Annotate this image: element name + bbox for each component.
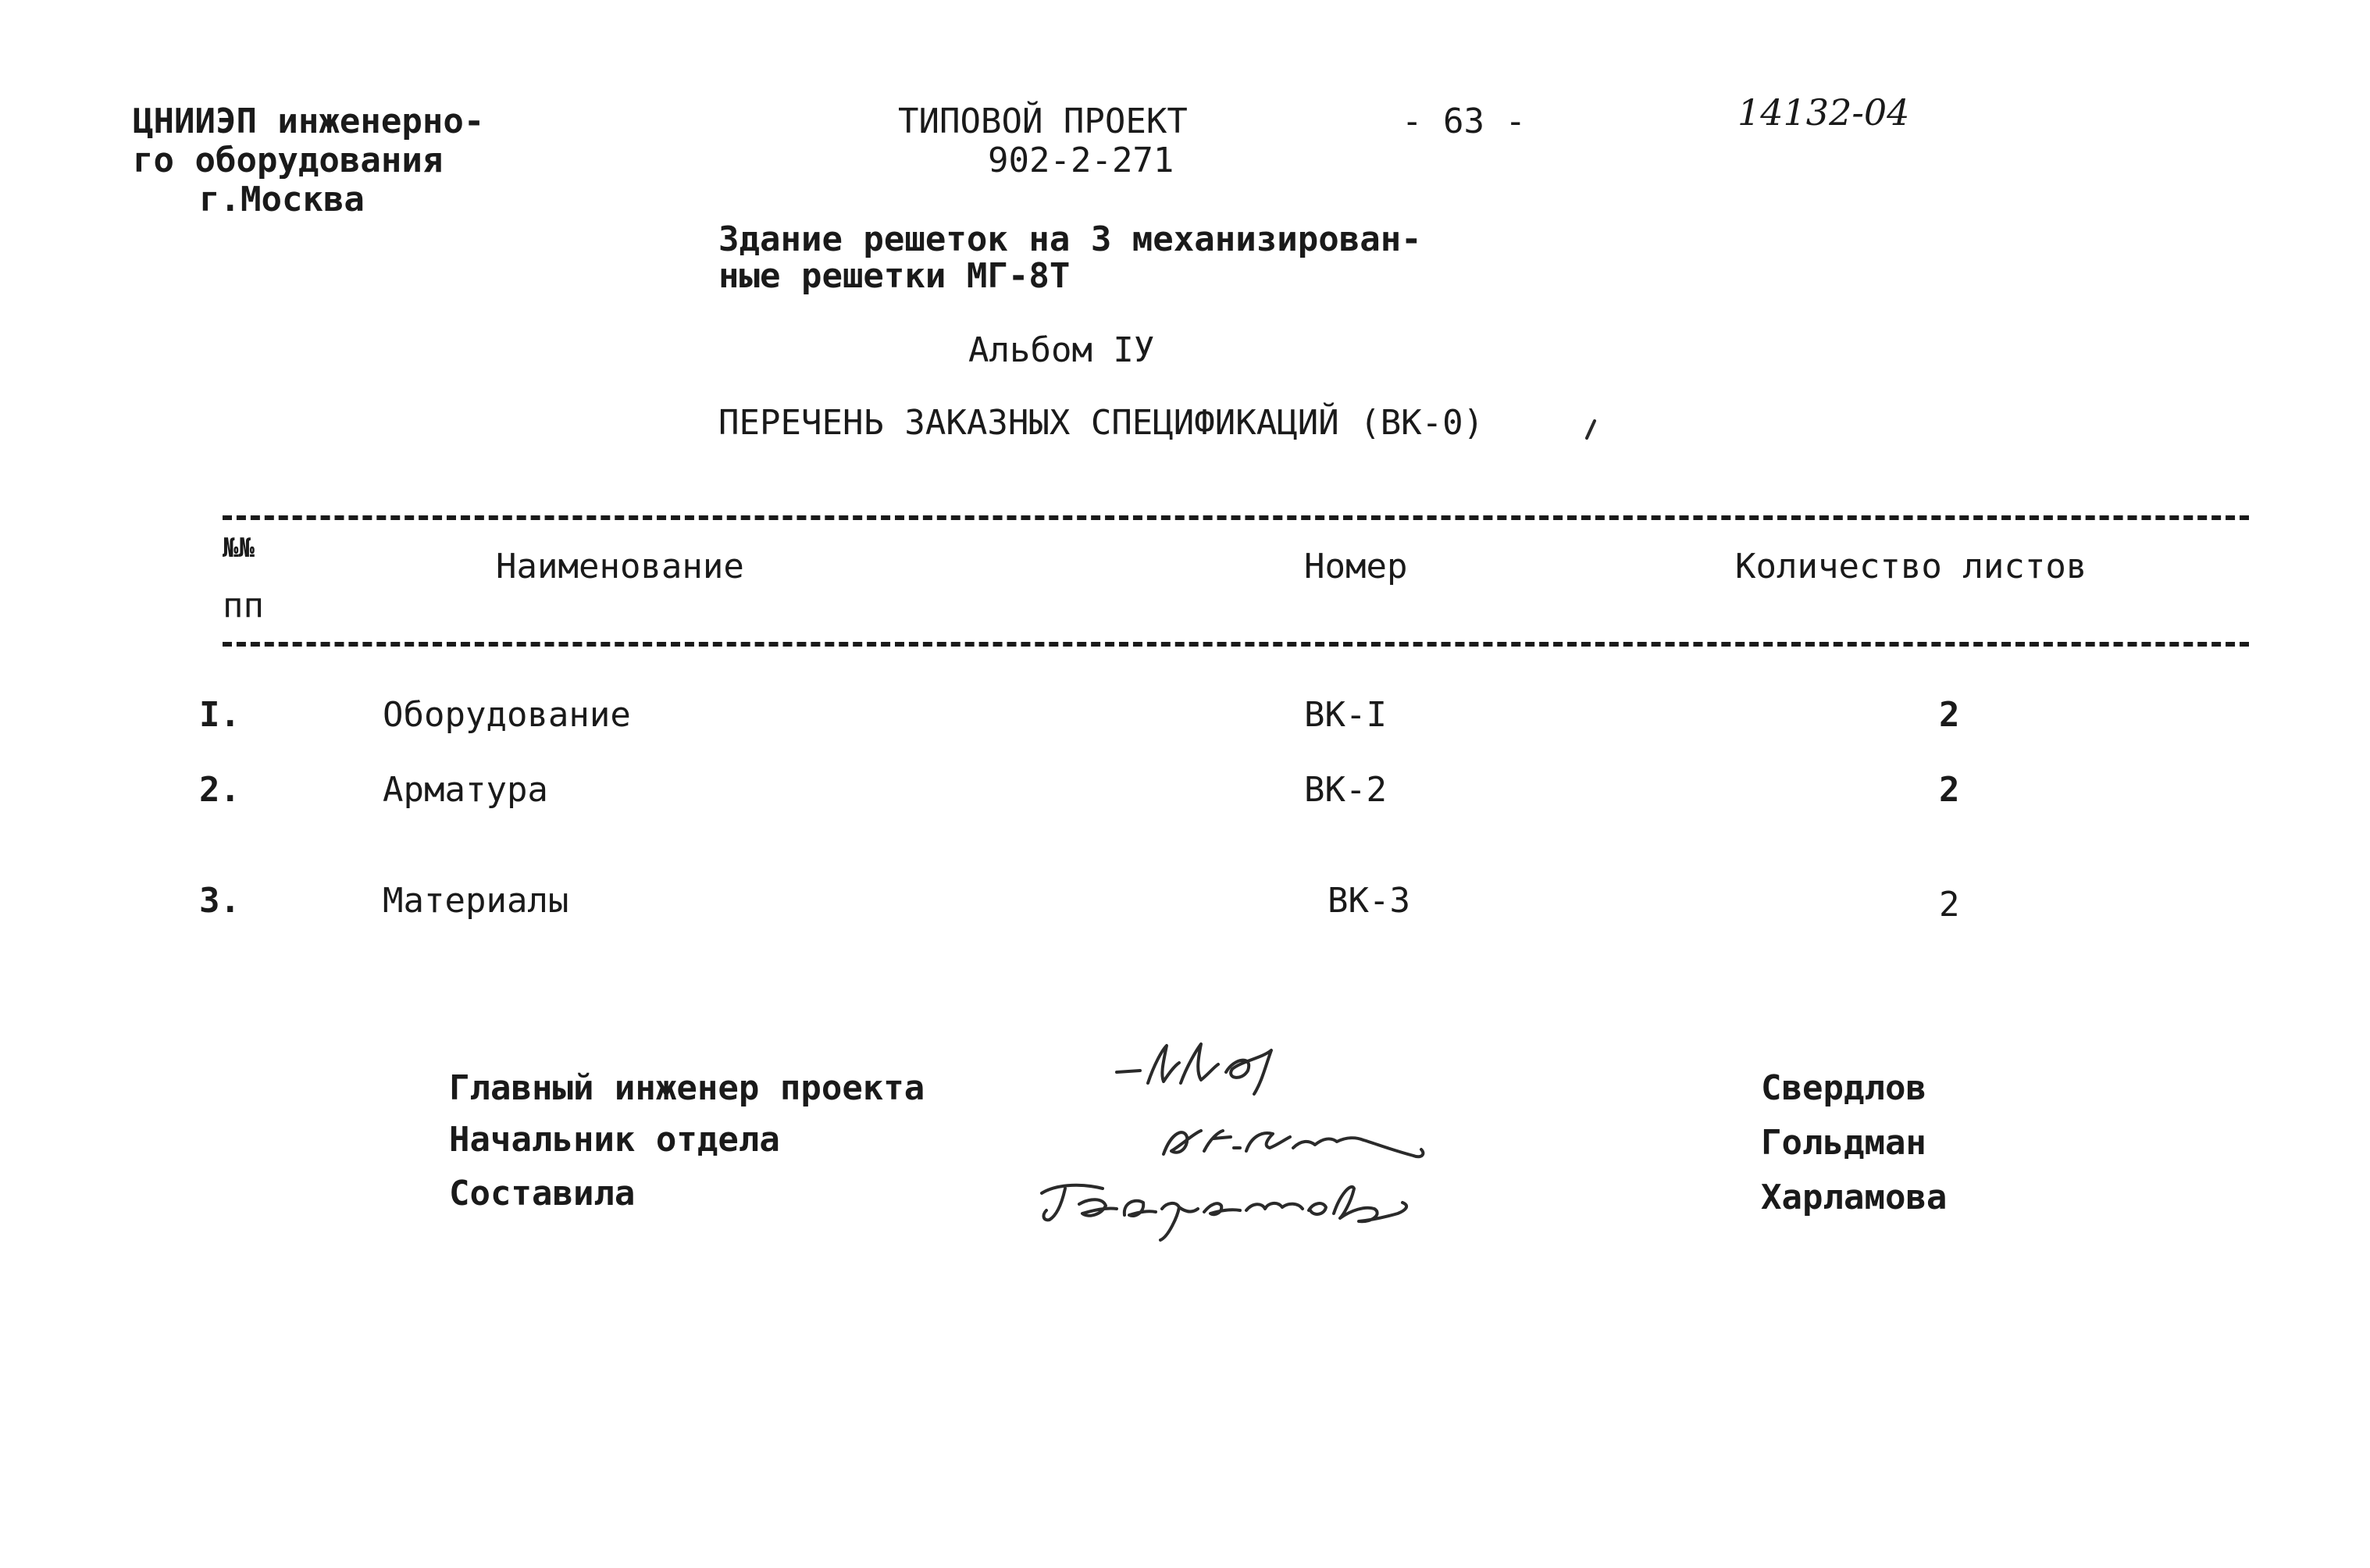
row-num: 3. [199,881,241,921]
row-num: I. [199,695,241,735]
header-num-1: №№ [223,533,255,564]
pen-mark-icon [1584,418,1599,441]
signature-name: Харламова [1761,1178,1948,1217]
row-code: ВК-I [1304,695,1387,735]
signature-role: Составила [449,1174,636,1213]
row-sheets: 2 [1939,885,1960,925]
project-title: ТИПОВОЙ ПРОЕКТ [898,102,1188,141]
org-line-3: г.Москва [199,180,365,219]
row-code: ВК-3 [1328,881,1410,921]
subject-line-2: ные решетки МГ-8Т [718,256,1071,296]
header-name: Наименование [496,547,744,586]
page-number: - 63 - [1402,102,1526,141]
row-sheets: 2 [1939,695,1960,735]
signature-name: Свердлов [1761,1068,1926,1108]
row-name: Оборудование [383,695,631,735]
row-sheets: 2 [1939,770,1960,810]
handwritten-code: 14132-04 [1737,91,1910,134]
album-title: Альбом IУ [968,330,1155,370]
header-sheets: Количество листов [1735,547,2087,586]
project-code: 902-2-271 [988,141,1174,180]
row-code: ВК-2 [1304,770,1387,810]
list-title: ПЕРЕЧЕНЬ ЗАКАЗНЫХ СПЕЦИФИКАЦИЙ (ВК-0) [718,403,1484,443]
table-top-rule [223,515,2249,520]
signature-role: Главный инженер проекта [449,1068,925,1108]
row-num: 2. [199,770,241,810]
org-line-2: го оборудования [133,141,444,180]
row-name: Арматура [383,770,548,810]
org-line-1: ЦНИИЭП инженерно- [133,102,485,141]
table-header-rule [223,642,2249,647]
subject-line-1: Здание решеток на 3 механизирован- [718,219,1422,259]
handwritten-signature-icon [1156,1117,1437,1171]
handwritten-signature-icon [1109,1027,1312,1097]
signature-name: Гольдман [1761,1123,1926,1163]
header-number: Номер [1304,547,1408,586]
handwritten-signature-icon [1031,1171,1437,1242]
header-num-2: пп [223,586,264,625]
signature-role: Начальник отдела [449,1120,780,1160]
row-name: Материалы [383,881,569,921]
